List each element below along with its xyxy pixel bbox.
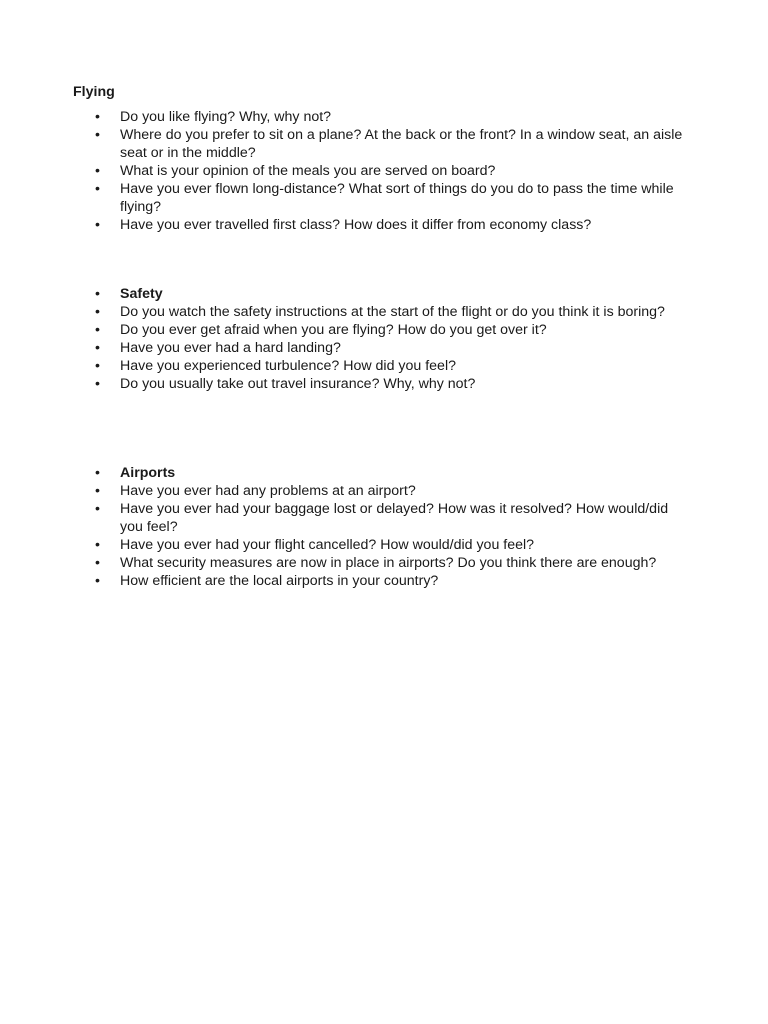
question-text: Do you watch the safety instructions at the start of the flight or do you think it is boring?	[120, 304, 665, 320]
list-item	[95, 162, 695, 180]
bullet-icon: •	[95, 286, 100, 302]
list-item	[95, 500, 680, 536]
bullet-icon: •	[95, 501, 100, 517]
section-heading-safety: Safety	[120, 286, 163, 302]
flying-question-list	[95, 108, 695, 234]
question-text: Do you like flying? Why, why not?	[120, 109, 332, 125]
bullet-icon: •	[95, 465, 100, 481]
question-text: Have you experienced turbulence? How did you feel?	[120, 358, 456, 374]
question-text: Have you ever flown long-distance? What sort of things do you do to pass the time while flying?	[120, 181, 674, 215]
list-item	[95, 126, 695, 162]
question-text: How efficient are the local airports in your country?	[120, 573, 439, 589]
bullet-icon: •	[95, 376, 100, 392]
list-item	[95, 303, 695, 321]
airports-question-list	[95, 464, 695, 590]
question-text: Have you ever had any problems at an airport?	[120, 483, 416, 499]
question-text: Have you ever had your baggage lost or delayed? How was it resolved? How would/did you feel?	[120, 501, 669, 535]
section-heading-airports: Airports	[120, 465, 176, 481]
list-item	[95, 108, 660, 126]
bullet-icon: •	[95, 163, 100, 179]
bullet-icon: •	[95, 109, 100, 125]
list-item	[95, 339, 695, 357]
question-text: Have you ever had your flight cancelled? How would/did you feel?	[120, 537, 535, 553]
safety-question-list	[95, 285, 695, 393]
list-item	[95, 482, 695, 500]
bullet-icon: •	[95, 322, 100, 338]
question-text: Have you ever travelled first class? How does it differ from economy class?	[120, 217, 592, 233]
list-item	[95, 464, 695, 482]
bullet-icon: •	[95, 217, 100, 233]
list-item	[95, 180, 695, 216]
list-item	[95, 572, 695, 590]
bullet-icon: •	[95, 573, 100, 589]
question-text: What security measures are now in place in airports? Do you think there are enough?	[120, 555, 657, 571]
list-item	[95, 285, 695, 303]
list-item	[95, 536, 695, 554]
bullet-icon: •	[95, 358, 100, 374]
list-item	[95, 216, 695, 234]
question-text: Where do you prefer to sit on a plane? At the back or the front? In a window seat, an aisle seat or in the middle?	[120, 127, 683, 161]
question-text: What is your opinion of the meals you are served on board?	[120, 163, 496, 179]
question-text: Have you ever had a hard landing?	[120, 340, 341, 356]
bullet-icon: •	[95, 555, 100, 571]
question-text: Do you usually take out travel insurance? Why, why not?	[120, 376, 476, 392]
list-item	[95, 554, 680, 572]
list-item	[95, 375, 695, 393]
section-heading-flying: Flying	[73, 84, 115, 100]
bullet-icon: •	[95, 340, 100, 356]
question-text: Do you ever get afraid when you are flying? How do you get over it?	[120, 322, 547, 338]
list-item	[95, 321, 695, 339]
bullet-icon: •	[95, 537, 100, 553]
bullet-icon: •	[95, 483, 100, 499]
bullet-icon: •	[95, 181, 100, 197]
list-item	[95, 357, 695, 375]
bullet-icon: •	[95, 127, 100, 143]
bullet-icon: •	[95, 304, 100, 320]
